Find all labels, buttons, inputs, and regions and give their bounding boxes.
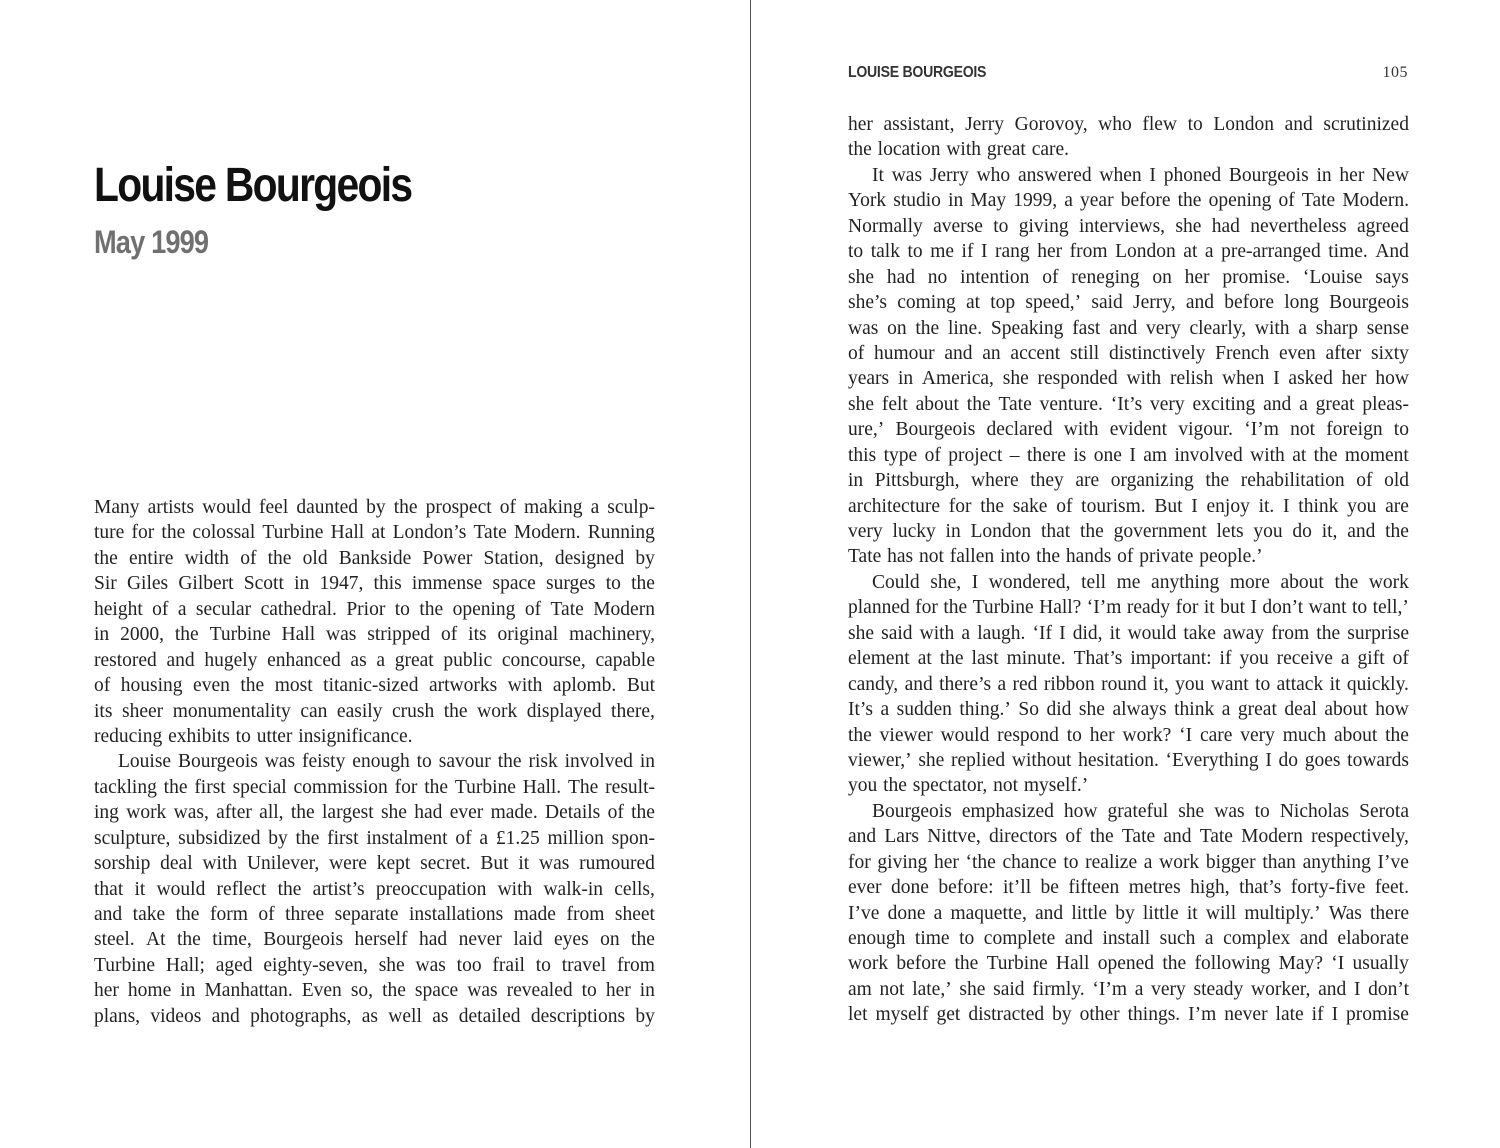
text-line: the viewer would respond to her work? ‘I care very much about the <box>848 724 1409 746</box>
text-line: candy, and there’s a red ribbon round it, you want to attack it quickly. <box>848 673 1409 695</box>
right-page <box>751 0 1500 1148</box>
text-line: Louise Bourgeois was feisty enough to savour the risk involved in <box>118 751 655 773</box>
running-head: LOUISE BOURGEOIS <box>848 64 987 81</box>
text-line: her home in Manhattan. Even so, the space was revealed to her in <box>94 980 655 1002</box>
text-line: she had no intention of reneging on her promise. ‘Louise says <box>848 266 1409 288</box>
text-line: I’ve done a maquette, and little by little it will multiply.’ Was there <box>848 902 1409 924</box>
text-line: viewer,’ she replied without hesitation. ‘Everything I do goes towards <box>848 749 1409 771</box>
text-line: let myself get distracted by other things. I’m never late if I promise <box>848 1004 1409 1026</box>
text-line: It was Jerry who answered when I phoned Bourgeois in her New <box>872 164 1409 186</box>
chapter-title: Louise Bourgeois <box>94 159 412 212</box>
text-line: Turbine Hall; aged eighty-seven, she was too frail to travel from <box>94 954 655 976</box>
text-line: to talk to me if I rang her from London at a pre-arranged time. And <box>848 241 1409 263</box>
left-page-body <box>94 495 655 1029</box>
text-line: she felt about the Tate venture. ‘It’s very exciting and a great pleas- <box>848 393 1409 415</box>
text-line: for giving her ‘the chance to realize a work bigger than anything I’ve <box>848 851 1409 873</box>
text-line: that it would reflect the artist’s preoccupation with walk-in cells, <box>94 878 655 900</box>
text-line: you the spectator, not myself.’ <box>848 775 1089 797</box>
text-line: its sheer monumentality can easily crush the work displayed there, <box>94 700 655 722</box>
text-line: work before the Turbine Hall opened the following May? ‘I usually <box>848 953 1409 975</box>
text-line: her assistant, Jerry Gorovoy, who flew to London and scrutinized <box>848 114 1409 135</box>
text-line: architecture for the sake of tourism. But I enjoy it. I think you are <box>848 495 1409 517</box>
text-line: am not late,’ she said firmly. ‘I’m a very steady worker, and I don’t <box>848 978 1409 1000</box>
text-line: enough time to complete and install such a complex and elaborate <box>848 928 1409 949</box>
text-line: York studio in May 1999, a year before the opening of Tate Modern. <box>848 190 1409 212</box>
right-page-body <box>848 112 1409 1028</box>
text-line: years in America, she responded with relish when I asked her how <box>848 368 1409 390</box>
text-line: element at the last minute. That’s important: if you receive a gift of <box>848 648 1409 670</box>
text-line: planned for the Turbine Hall? ‘I’m ready for it but I don’t want to tell,’ <box>848 597 1409 619</box>
text-line: very lucky in London that the government lets you do it, and the <box>848 521 1409 542</box>
text-line: sculpture, subsidized by the first instalment of a £1.25 million spon- <box>94 827 655 849</box>
text-line: and Lars Nittve, directors of the Tate and Tate Modern respectively, <box>848 826 1409 848</box>
text-line: in 2000, the Turbine Hall was stripped of its original machinery, <box>94 624 655 646</box>
text-line: Could she, I wondered, tell me anything more about the work <box>872 571 1409 593</box>
page-number: 105 <box>1382 64 1408 81</box>
text-line: height of a secular cathedral. Prior to the opening of Tate Modern <box>94 598 655 620</box>
text-line: she said with a laugh. ‘If I did, it would take away from the surprise <box>848 622 1409 644</box>
text-line: ever done before: it’ll be fifteen metres high, that’s forty-five feet. <box>848 877 1409 899</box>
text-line: she’s coming at top speed,’ said Jerry, and before long Bourgeois <box>848 292 1409 314</box>
text-line: of housing even the most titanic-sized artworks with aplomb. But <box>94 675 655 697</box>
text-line: in Pittsburgh, where they are organizing the rehabilitation of old <box>848 470 1409 492</box>
text-line: tackling the first special commission for the Turbine Hall. The result- <box>94 776 655 798</box>
text-line: Normally averse to giving interviews, she had nevertheless agreed <box>848 215 1409 237</box>
text-line: the location with great care. <box>848 139 1070 161</box>
text-line: the entire width of the old Bankside Power Station, designed by <box>94 547 655 569</box>
text-line: ing work was, after all, the largest she had ever made. Details of the <box>94 802 655 824</box>
chapter-date: May 1999 <box>94 224 209 260</box>
text-line: It’s a sudden thing.’ So did she always think a great deal about how <box>848 699 1409 721</box>
text-line: this type of project – there is one I am involved with at the moment <box>848 444 1409 466</box>
text-line: reducing exhibits to utter insignificance. <box>94 725 413 747</box>
text-line: was on the line. Speaking fast and very clearly, with a sharp sense <box>848 317 1409 339</box>
text-line: Tate has not fallen into the hands of private people.’ <box>848 546 1263 568</box>
text-line: Many artists would feel daunted by the prospect of making a sculp- <box>94 497 655 518</box>
text-line: of humour and an accent still distinctively French even after sixty <box>848 342 1409 364</box>
text-line: Sir Giles Gilbert Scott in 1947, this immense space surges to the <box>94 573 655 595</box>
text-line: and take the form of three separate installations made from sheet <box>94 904 655 925</box>
text-line: steel. At the time, Bourgeois herself had never laid eyes on the <box>94 929 655 951</box>
text-line: sorship deal with Unilever, were kept secret. But it was rumoured <box>94 853 655 875</box>
text-line: plans, videos and photographs, as well as detailed descriptions by <box>94 1005 655 1027</box>
text-line: Bourgeois emphasized how grateful she was to Nicholas Serota <box>872 800 1409 822</box>
text-line: ture for the colossal Turbine Hall at London’s Tate Modern. Running <box>94 522 655 544</box>
text-line: ure,’ Bourgeois declared with evident vigour. ‘I’m not foreign to <box>848 419 1409 441</box>
text-line: restored and hugely enhanced as a great public concourse, capable <box>94 649 655 671</box>
